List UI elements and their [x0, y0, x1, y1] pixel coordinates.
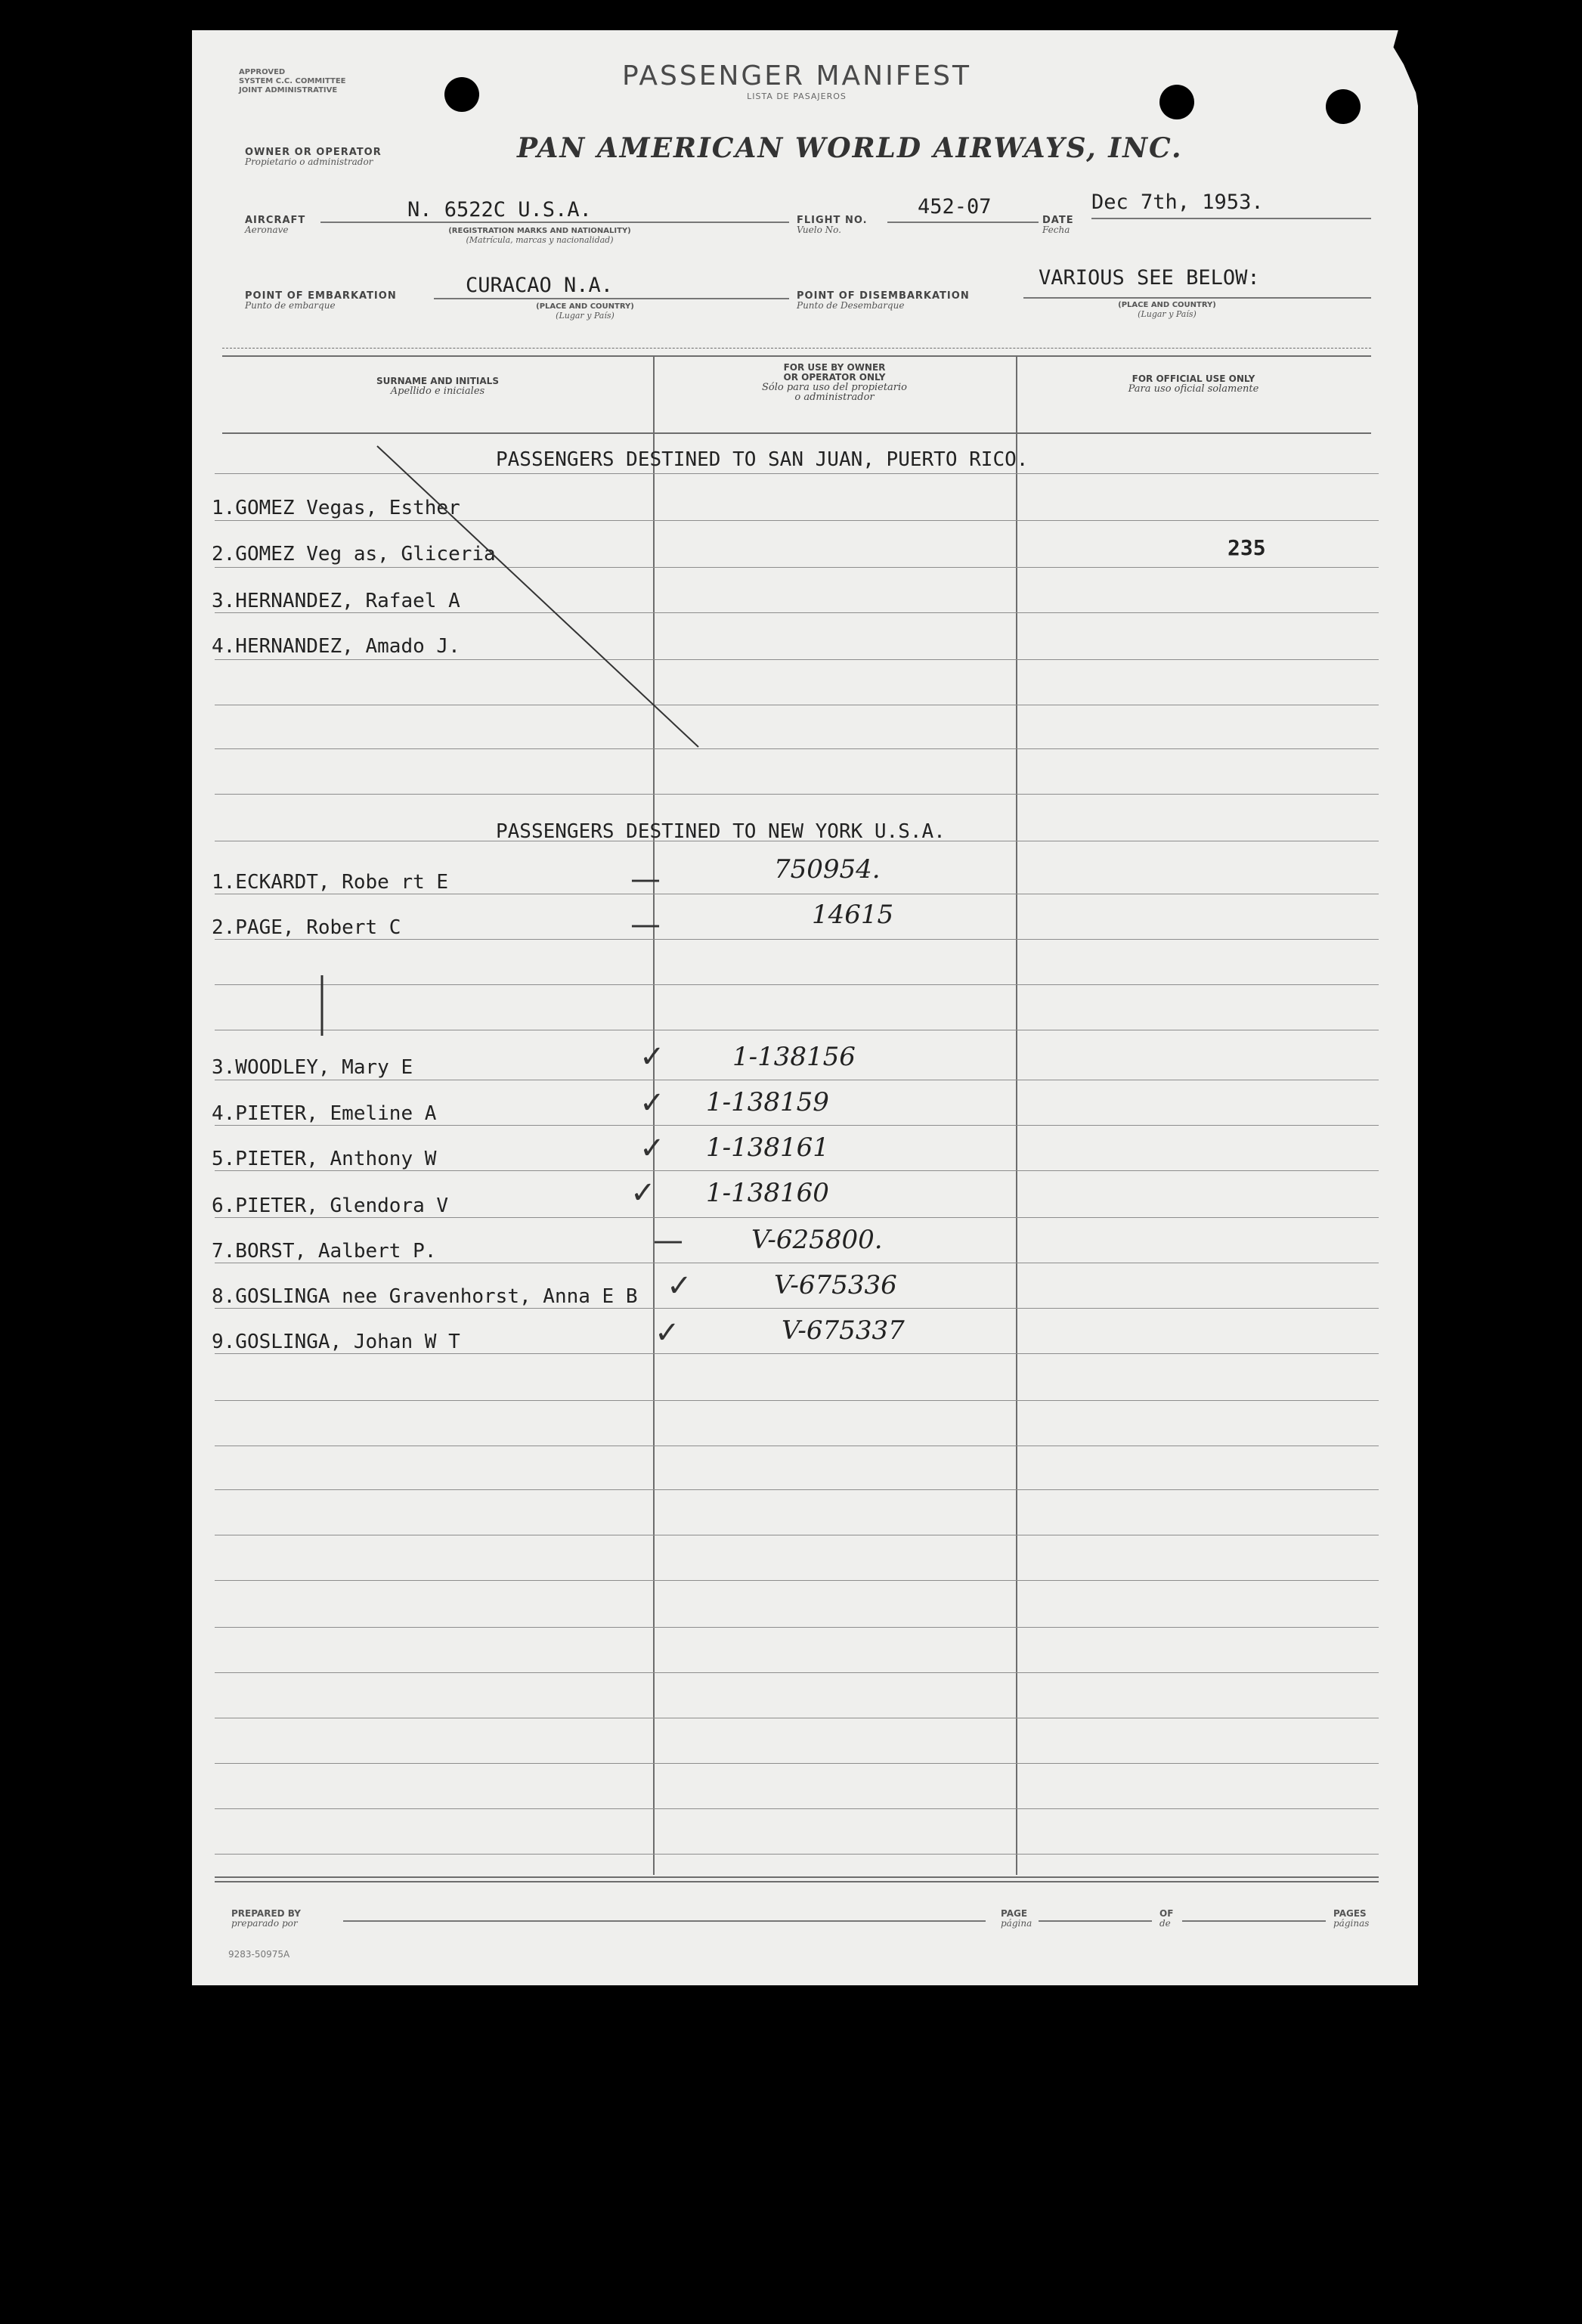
prepared-by-label	[231, 1909, 301, 1929]
page-underline	[1039, 1920, 1152, 1922]
document-number: 14615	[812, 900, 894, 930]
pages-es: páginas	[1333, 1918, 1370, 1929]
flight-label-es: Vuelo No.	[797, 225, 841, 235]
aircraft-label-es: Aeronave	[245, 225, 289, 235]
owner-label-en: OWNER OR OPERATOR	[245, 147, 382, 158]
document-number: V-675337	[782, 1315, 905, 1346]
disembark-label-en: POINT OF DISEMBARKATION	[797, 290, 970, 302]
section-heading-new-york: PASSENGERS DESTINED TO NEW YORK U.S.A.	[496, 820, 946, 843]
embark-sub-en: (PLACE AND COUNTRY)	[536, 302, 634, 311]
approval-line: SYSTEM C.C. COMMITTEE	[239, 77, 346, 85]
approval-line: JOINT ADMINISTRATIVE	[239, 86, 338, 95]
form-number: 9283-50975A	[228, 1949, 290, 1960]
col2-en-1: FOR USE BY OWNER	[783, 362, 886, 373]
pages-label	[1333, 1909, 1369, 1929]
check-mark: ✓	[639, 1131, 665, 1166]
passenger-name: 4.HERNANDEZ, Amado J.	[212, 635, 460, 658]
of-underline	[1182, 1920, 1326, 1922]
prepared-by-en: PREPARED BY	[231, 1908, 301, 1919]
document-number: 1-138161	[706, 1133, 829, 1163]
passenger-name: 2.GOMEZ Veg as, Gliceria	[212, 543, 496, 566]
passenger-name: 7.BORST, Aalbert P.	[212, 1240, 437, 1263]
title-text-es: LISTA DE PASAJEROS	[747, 91, 847, 101]
passenger-name: 6.PIETER, Glendora V	[212, 1195, 449, 1217]
col2-es-1: Sólo para uso del propietario	[761, 382, 908, 393]
title-text: PASSENGER MANIFEST	[621, 60, 972, 91]
passenger-name: 8.GOSLINGA nee Gravenhorst, Anna E B	[212, 1285, 638, 1308]
aircraft-sub-es: (Matrícula, marcas y nacionalidad)	[466, 235, 614, 245]
document-number: 1-138160	[706, 1178, 829, 1208]
date-label-es: Fecha	[1042, 225, 1070, 235]
company-name: PAN AMERICAN WORLD AIRWAYS, INC.	[517, 132, 1183, 164]
strike-line	[377, 446, 698, 747]
date-label-en: DATE	[1042, 215, 1074, 226]
passenger-name: 4.PIETER, Emeline A	[212, 1102, 437, 1125]
page-label	[1001, 1909, 1032, 1929]
flight-value: 452-07	[918, 195, 992, 218]
aircraft-label-en: AIRCRAFT	[245, 215, 306, 226]
disembark-label-es: Punto de Desembarque	[797, 300, 905, 311]
disembark-value: VARIOUS SEE BELOW:	[1039, 266, 1260, 290]
col3-en: FOR OFFICIAL USE ONLY	[1132, 373, 1255, 384]
check-mark: ✓	[630, 1176, 656, 1210]
check-mark: ✓	[667, 1269, 692, 1303]
embark-label-en: POINT OF EMBARKATION	[245, 290, 397, 302]
aircraft-value: N. 6522C U.S.A.	[407, 198, 592, 222]
col3-es: Para uso oficial solamente	[1128, 383, 1259, 395]
document-number: 750954.	[774, 854, 881, 885]
section-heading-san-juan: PASSENGERS DESTINED TO SAN JUAN, PUERTO RICO.	[496, 448, 1029, 471]
document-number: 1-138159	[706, 1087, 829, 1117]
document-number: V-625800.	[751, 1225, 883, 1255]
aircraft-sub-en: (REGISTRATION MARKS AND NATIONALITY)	[448, 227, 631, 235]
prepared-by-underline	[343, 1920, 986, 1922]
pages-en: PAGES	[1333, 1908, 1367, 1919]
flight-label-en: FLIGHT NO.	[797, 215, 868, 226]
col1-en: SURNAME AND INITIALS	[376, 376, 499, 386]
of-label	[1159, 1909, 1173, 1929]
col2-en-2: OR OPERATOR ONLY	[783, 372, 886, 383]
passenger-name: 3.HERNANDEZ, Rafael A	[212, 590, 460, 612]
col1-es: Apellido e iniciales	[390, 386, 485, 397]
document-number: 1-138156	[732, 1042, 856, 1072]
disembark-sub-en: (PLACE AND COUNTRY)	[1118, 301, 1216, 309]
owner-label-es: Propietario o administrador	[245, 156, 373, 167]
passenger-name: 9.GOSLINGA, Johan W T	[212, 1331, 460, 1353]
disembark-sub-es: (Lugar y País)	[1138, 309, 1197, 319]
of-es: de	[1159, 1918, 1171, 1929]
passenger-name: 3.WOODLEY, Mary E	[212, 1056, 413, 1079]
document-number: V-675336	[774, 1270, 897, 1300]
passenger-name: 5.PIETER, Anthony W	[212, 1148, 437, 1170]
page-es: página	[1001, 1918, 1032, 1929]
prepared-by-es: preparado por	[231, 1918, 298, 1929]
footer-line	[215, 1876, 1379, 1878]
check-mark: —	[630, 862, 661, 897]
check-mark: ✓	[655, 1315, 680, 1350]
passenger-name: 1.ECKARDT, Robe rt E	[212, 871, 449, 894]
embark-value: CURACAO N.A.	[466, 274, 614, 297]
embark-sub-es: (Lugar y País)	[556, 311, 615, 321]
approval-line: APPROVED	[239, 68, 286, 76]
page-en: PAGE	[1001, 1908, 1028, 1919]
check-mark: —	[653, 1223, 683, 1258]
check-mark: —	[630, 907, 661, 942]
embark-label-es: Punto de embarque	[245, 300, 336, 311]
strike-through-lines	[192, 30, 1418, 1985]
col2-es-2: o administrador	[794, 392, 875, 403]
check-mark: ✓	[639, 1086, 665, 1120]
passenger-name: 1.GOMEZ Vegas, Esther	[212, 497, 460, 519]
passenger-name: 2.PAGE, Robert C	[212, 916, 401, 939]
of-en: OF	[1159, 1908, 1174, 1919]
footer-line	[215, 1881, 1379, 1882]
check-mark: ✓	[639, 1040, 665, 1074]
official-note: 235	[1228, 535, 1266, 560]
manifest-sheet	[192, 30, 1418, 1985]
date-value: Dec 7th, 1953.	[1091, 191, 1264, 214]
